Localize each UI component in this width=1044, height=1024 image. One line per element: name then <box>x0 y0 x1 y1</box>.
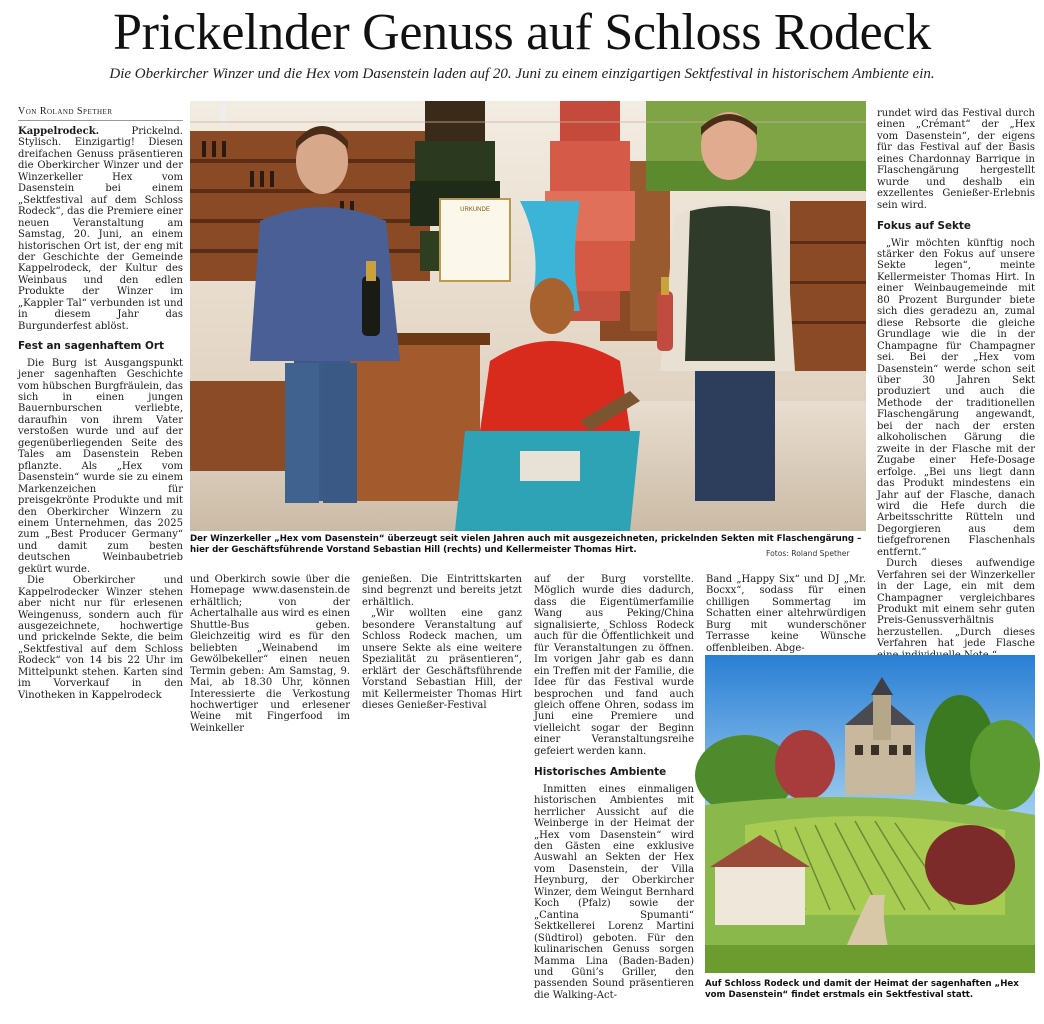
text-column-5 <box>706 574 866 654</box>
paragraph: „Wir wollten eine ganz besondere Veranstaltung auf Schloss Rodeck machen, um unsere Sekte als eine weitere Spezialität zu präsentieren“, erklärt der Geschäftsführende Vorstand Sebastian Hill, der mit Kellermeister Thomas Hirt dieses Genießer-Festival <box>362 608 522 711</box>
text-column-1 <box>18 126 183 726</box>
lead-paragraph <box>18 126 183 332</box>
photo-credit: Fotos: Roland Spether <box>766 549 850 558</box>
castle-photo-caption: Auf Schloss Rodeck und damit der Heimat der sagenhaften „Hex vom Dasenstein“ findet erstmals ein Sektfestival statt. <box>705 979 1019 1000</box>
paragraph-text: Prickelnd. Stylisch. Einzigartig! Diesen dreifachen Genuss präsentieren die Oberkircher Winzer und der Winzerkeller Hex vom Dasenstein bei einem „Sektfestival auf dem Schloss Rodeck“, das die Premiere einer neuen Veranstaltung am Samstag, 20. Juni, an einem historischen Ort ist, der eng mit der Geschichte der Gemeinde Kappelrodeck, der Kultur des Weinbaus und den edlen Produkte der Winzer im „Kappler Tal“ verbunden ist und in diesem Jahr das Burgunderfest ablöst. <box>18 126 183 332</box>
paragraph: Durch dieses aufwendige Verfahren sei der Winzerkeller in der Lage, ein mit dem Champagner vergleichbares Produkt mit einem sehr guten Preis-Genussverhältnis herzustellen. „Durch dieses Verfahren hat jede Flasche <box>877 558 1035 650</box>
subheading-fokus: Fokus auf Sekte <box>877 220 971 233</box>
castle-illustration <box>705 655 1035 973</box>
winery-illustration <box>190 101 866 531</box>
paragraph: Inmitten eines einmaligen historischen Ambientes mit herrlicher Aussicht auf die Weinberge in der Heimat der „Hex vom Dasenstein“ wird den Gästen eine exklusive Auswahl an Sekten der Hex vom Dasenstein, der Villa Heynburg, der Oberkircher Winzer, dem Weingut Bernhard Koch (Pfalz) sowie der „Cantina Spumanti“ Sektkellerei Lorenz Martini (Südtirol) geboten. Für den kulinarischen Genuss sorgen Mamma Lina (Baden-Baden) und Güni’s Griller, den passenden Sound präsentieren die Walking-Act- <box>534 783 694 1001</box>
subheading-ambiente: Historisches Ambiente <box>534 766 667 779</box>
text-column-2 <box>190 574 350 734</box>
paragraph: auf der Burg vorstellte. Möglich wurde dies dadurch, dass die Eigentümerfamilie Wang aus Peking/China signalisierte, Schloss Rodeck auch für die Öffentlichkeit und für Veranstaltungen zu öffnen. Im vorigen Jahr gab es dann ein Treffen mit der Familie, die Idee für das Festival wurde besprochen und fand auch gleich offene Ohren, sodass im Juni eine Premiere und vielleicht sogar der Beginn einer Veranstaltungsreihe gefeiert werden kann. <box>534 574 694 757</box>
certificate-text: URKUNDE <box>460 207 490 213</box>
paragraph: Die Burg ist Ausgangspunkt jener sagenhaften Geschichte vom hübschen Burgfräulein, das sich in einen jungen Bauernburschen verliebte, daraufhin von ihrem Vater verstoßen wurde und auf der gegenüberliegenden Seite des Tales am Dasenstein Reben pflanzte. Als „Hex vom Dasenstein“ wurde sie zu einem Markenzeichen für preisgekrönte Produkte und mit den Oberkircher Winzern zu einem Unternehmen, das 2025 zum „Best Producer Germany“ und damit zum besten deutschen Weinbaubetrieb gekürt wurde. <box>18 357 183 575</box>
paragraph: Band „Happy Six“ und DJ „Mr. Bocxx“, sodass für einen chilligen Sommertag im Schatten einer altehrwürdigen Burg mit wunderschöner Terrasse keine Wünsche offenbleiben. Abge- <box>706 574 866 654</box>
subheading-fest: Fest an sagenhaftem Ort <box>18 340 164 353</box>
paragraph: „Wir möchten künftig noch stärker den Fokus auf unsere Sekte legen“, meinte Kellermeister Thomas Hirt. In einer Weinbaugemeinde mit 80 Prozent Burgunder biete sich dies geradezu an, zumal diese Rebsorte die gleiche Grundlage wie die in der Champagne für Champagner sei. Bei der „Hex vom Dasenstein“ werde schon seit über 30 Jahren Sekt produziert und auch die Methode der traditionellen Flaschengärung angewandt, bei der nach der ersten alkoholischen Gärung die zweite in der Flasche mit der Zugabe einer Hefe-Dosage erfolge. „Bei uns liegt dann das Produkt mindestens ein Jahr auf der Flasche, danach wird die Hefe durch die Arbeitsschritte Rütteln und Degorgieren aus dem tiefgefrorenen Flaschenhals entfernt.“ <box>877 237 1035 558</box>
author-byline: Von Roland Spether <box>18 106 183 121</box>
article-headline: Prickelnder Genuss auf Schloss Rodeck <box>113 4 931 61</box>
main-photo-caption: Der Winzerkeller „Hex vom Dasenstein“ überzeugt seit vielen Jahren auch mit ausgezeichneten, prickelnden Sekten mit Flaschengärung – hier der Geschäftsführende Vorstand Sebastian Hill (rechts) und Kellermeister Thomas Hirt. <box>190 534 862 555</box>
winery-photo <box>190 101 866 531</box>
text-column-3 <box>362 574 522 734</box>
paragraph: und Oberkirch sowie über die Homepage www.dasenstein.de erhältlich; von der Achertalhalle aus wird es einen Shuttle-Bus geben. Gleichzeitig wird es für den beliebten „Weinabend im Gewölbekeller“ einen neuen Termin geben: Am Samstag, 9. Mai, ab 18.30 Uhr, können Interessierte die Verkostung hochwertiger und erlesener Weine mit Fingerfood im Weinkeller <box>190 574 351 734</box>
dateline: Kappelrodeck. <box>18 126 100 137</box>
paragraph: genießen. Die Eintrittskarten sind begrenzt und bereits jetzt erhältlich. <box>362 574 522 608</box>
paragraph: rundet wird das Festival durch einen „Crémant“ der „Hex vom Dasenstein“, der eigens für das Festival auf der Basis eines Chardonnay Barrique in Flaschengärung hergestellt wurde und deshalb ein exzellentes Genießer-Erlebnis sein wird. <box>877 108 1035 211</box>
article-subheadline: Die Oberkircher Winzer und die Hex vom Dasenstein laden auf 20. Juni zu einem einzigartigen Sektfestival in historischem Ambiente ein. <box>109 66 935 82</box>
text-column-4 <box>534 574 694 1004</box>
castle-photo <box>705 655 1035 973</box>
text-column-6 <box>877 108 1035 648</box>
paragraph: Die Oberkircher und Kappelrodecker Winzer stehen aber nicht nur für erlesenen Weingenuss, sondern auch für ausgezeichnete, hochwertige und prickelnde Sekte, die beim „Sektfestival auf dem Schloss Rodeck“ von 14 bis 22 Uhr im Mittelpunkt stehen. Karten sind im Vorverkauf in den Vinotheken in Kappelrodeck <box>18 575 183 701</box>
